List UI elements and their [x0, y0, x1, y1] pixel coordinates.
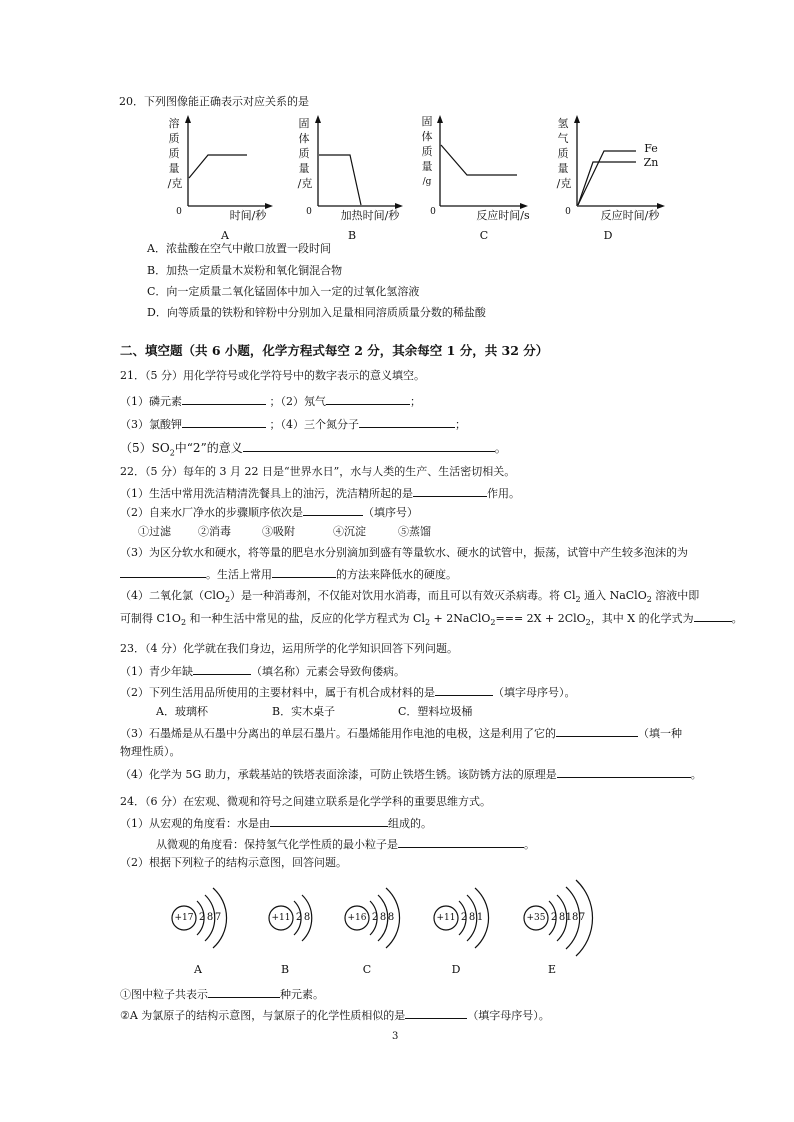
q22-line-2: （2）自来水厂净水的步骤顺序依次是 （填序号）: [120, 506, 418, 519]
q20-option-c: C．向一定质量二氧化锰固体中加入一定的过氧化氢溶液: [147, 285, 420, 298]
atom-d-shell-3: 1: [476, 912, 484, 923]
page-number: 3: [392, 1031, 399, 1042]
answer-blank-similar-chlorine[interactable]: [405, 1007, 467, 1019]
graph-c-ylabel-1: 固: [421, 115, 433, 128]
q22-line-5: （4）二氧化氯（ClO$_2$）是一种消毒剂，不仅能对饮用水消毒，而且可以有效灭杀病毒。将 $Cl_2$ 通入 NaClO$_2$ 溶液中即: [120, 589, 700, 605]
q24-sub-2: ②A 为氯原子的结构示意图，与氯原子的化学性质相似的是 （填字母序号）。: [120, 1009, 550, 1022]
q24-line-3: （2）根据下列粒子的结构示意图，回答问题。: [120, 856, 347, 869]
graph-b-ylabel-4: 量: [298, 162, 310, 175]
graph-a-letter: A: [221, 229, 229, 242]
q22-line-4: 。生活上常用 的方法来降低水的硬度。: [120, 566, 457, 582]
q21-label-1: （1）磷元素: [120, 395, 182, 408]
q22-step-3: ③吸附: [262, 525, 295, 538]
atom-structure-diagrams: [0, 860, 794, 980]
graph-a-ylabel-2: 质: [168, 132, 180, 145]
graph-c-axes: [437, 115, 528, 209]
answer-blank-phosphorus[interactable]: [182, 393, 266, 405]
graph-a-ylabel-4: 量: [168, 162, 180, 175]
atom-c-shell-2: 8: [379, 912, 387, 923]
answer-blank-rust-principle[interactable]: [557, 766, 691, 778]
q21-title: 21．（5 分）用化学符号或化学符号中的数字表示的意义填空。: [120, 369, 425, 382]
answer-blank-soft-water[interactable]: [120, 566, 206, 578]
q23-title: 23．（4 分）化学就在我们身边，运用所学的化学知识回答下列问题。: [120, 642, 458, 655]
answer-blank-graphene[interactable]: [556, 725, 638, 737]
graph-c-letter: C: [479, 229, 489, 242]
answer-blank-synthetic[interactable]: [435, 684, 493, 696]
q22-step-4: ④沉淀: [333, 525, 366, 538]
answer-blank-purify-order[interactable]: [303, 504, 363, 516]
atom-a-shell-3: 7: [214, 912, 222, 923]
graph-b-ylabel-3: 质: [298, 147, 310, 160]
graph-a-ylabel-3: 质: [168, 147, 180, 160]
graph-b-ylabel-5: /克: [297, 177, 313, 190]
graph-d-fe-label: Fe: [644, 142, 658, 155]
answer-blank-element-count[interactable]: [208, 986, 280, 998]
q22-step-5: ⑤蒸馏: [398, 525, 431, 538]
graph-d-xlabel: 反应时间/秒: [600, 209, 660, 222]
graph-c-origin: 0: [430, 207, 436, 217]
atom-c-shell-1: 2: [371, 912, 379, 923]
graph-d-zn-label: Zn: [643, 156, 659, 169]
q23-line-2: （2）下列生活用品所使用的主要材料中，属于有机合成材料的是 （填字母序号）。: [120, 686, 576, 699]
answer-blank-water-composition[interactable]: [270, 815, 388, 827]
atom-b-shell-1: 2: [295, 912, 303, 923]
atom-a-shell-2: 8: [206, 912, 214, 923]
answer-blank-hydrogen-particle[interactable]: [398, 836, 524, 848]
graph-d-ylabel-4: 量: [557, 162, 569, 175]
q22-line-3: （3）为区分软水和硬水，将等量的肥皂水分别滴加到盛有等量软水、硬水的试管中，振荡，试管中产生较多泡沫的为: [120, 546, 688, 559]
atom-d-shell-2: 8: [468, 912, 476, 923]
q21-line-3: $(5)SO_2$中“2”的意义 。: [120, 441, 507, 458]
q22-title: 22．（5 分）每年的 3 月 22 日是“世界水日”，水与人类的生产、生活密切相关。: [120, 465, 516, 478]
section-2-title: 二、填空题（共 6 小题，化学方程式每空 2 分，其余每空 1 分，共 32 分）: [120, 343, 549, 358]
q21-label-3: （3）氯酸钾: [120, 418, 182, 431]
q23-line-1: （1）青少年缺 （填名称）元素会导致佝偻病。: [120, 665, 405, 678]
graph-b-letter: B: [347, 229, 357, 242]
atom-e-shell-3: 18: [565, 912, 579, 923]
q20-option-a: A．浓盐酸在空气中敞口放置一段时间: [147, 242, 331, 255]
atom-c-shell-3: 8: [387, 912, 395, 923]
graph-a-ylabel-5: /克: [167, 177, 183, 190]
q24-line-1: （1）从宏观的角度看：水是由 组成的。: [120, 817, 432, 830]
answer-blank-kclo3[interactable]: [182, 416, 266, 428]
atom-b-shell-2: 8: [303, 912, 311, 923]
atom-b-nucleus: +11: [271, 913, 291, 923]
atom-b-letter: B: [280, 963, 290, 976]
atom-c-nucleus: +16: [347, 913, 367, 923]
q23-line-3: （3）石墨烯是从石墨中分离出的单层石墨片。石墨烯能用作电池的电极，这是利用了它的 （填一种: [120, 727, 682, 740]
graph-a-xlabel: 时间/秒: [229, 209, 267, 222]
graph-c-ylabel-3: 质: [421, 145, 433, 158]
graph-b-axes: [315, 115, 403, 209]
q23-choice-c: C．塑料垃圾桶: [398, 705, 473, 718]
atom-c-letter: C: [362, 963, 372, 976]
q21-line-2: （3）氯酸钾 ；（4）三个氮分子 ；: [120, 418, 466, 431]
q23-choice-a: A．玻璃杯: [156, 705, 208, 718]
graph-b-ylabel-2: 体: [298, 132, 310, 145]
q20-option-b: B．加热一定质量木炭粉和氧化铜混合物: [147, 264, 343, 277]
graph-a-axes: [185, 115, 273, 209]
q22-step-2: ②消毒: [198, 525, 231, 538]
atom-a-letter: A: [194, 963, 202, 976]
graph-d-origin: 0: [565, 207, 571, 217]
answer-blank-x-formula[interactable]: [694, 610, 732, 622]
q23-line-5: （4）化学为 5G 助力，承载基站的铁塔表面涂漆，可防止铁塔生锈。该防锈方法的原理是 。: [120, 768, 702, 781]
graph-d-ylabel-5: /克: [556, 177, 572, 190]
graph-c-ylabel-2: 体: [421, 130, 433, 143]
q22-step-1: ①过滤: [138, 525, 171, 538]
graph-c-ylabel-4: 量: [421, 160, 433, 173]
atom-e-letter: E: [547, 963, 557, 976]
q20-option-d: D．向等质量的铁粉和锌粉中分别加入足量相同溶质质量分数的稀盐酸: [147, 306, 486, 319]
atom-e-nucleus: +35: [526, 913, 546, 923]
atom-e-shell-4: 7: [578, 912, 586, 923]
answer-blank-so2-meaning[interactable]: [243, 440, 495, 452]
atom-e-shell-1: 2: [550, 912, 558, 923]
q21-label-2: ；（2）氖气: [269, 395, 326, 408]
q23-line-4: 物理性质）。: [120, 745, 181, 758]
graph-b-ylabel-1: 固: [298, 117, 310, 130]
graph-d-ylabel-2: 气: [557, 132, 569, 145]
answer-blank-neon[interactable]: [326, 393, 410, 405]
q22-line-6: 可制得 $C1O_2$ 和一种生活中常见的盐，反应的化学方程式为 $Cl_2$ + 2NaClO$_2$=== 2X + 2ClO$_2$，其中 X 的化学式为 。: [120, 612, 743, 628]
graph-a-ylabel-1: 溶: [168, 117, 180, 130]
graph-d-letter: D: [603, 229, 613, 242]
q23-choice-b: B．实木桌子: [272, 705, 336, 718]
answer-blank-element[interactable]: [193, 663, 251, 675]
atom-e-shell-2: 8: [558, 912, 566, 923]
atom-d-nucleus: +11: [436, 913, 456, 923]
graph-c-ylabel-5: /g: [422, 177, 432, 187]
q21-label-4: ；（4）三个氮分子: [269, 418, 359, 431]
graph-c-xlabel: 反应时间/s: [476, 209, 530, 222]
q24-sub-1: ①图中粒子共表示 种元素。: [120, 988, 324, 1001]
graph-d-ylabel-1: 氢: [557, 117, 569, 130]
answer-blank-hardness[interactable]: [272, 566, 336, 578]
atom-a-shell-1: 2: [198, 912, 206, 923]
graph-a-origin: 0: [176, 207, 182, 217]
q22-line-1: （1）生活中常用洗洁精清洗餐具上的油污，洗洁精所起的是 作用。: [120, 487, 520, 500]
atom-d-shell-1: 2: [460, 912, 468, 923]
graph-b-origin: 0: [306, 207, 312, 217]
graph-b-xlabel: 加热时间/秒: [340, 209, 400, 222]
q24-title: 24．（6 分）在宏观、微观和符号之间建立联系是化学学科的重要思维方式。: [120, 795, 491, 808]
answer-blank-detergent[interactable]: [413, 485, 487, 497]
q20-title: 20．下列图像能正确表示对应关系的是: [119, 95, 309, 108]
graph-d-ylabel-3: 质: [557, 147, 569, 160]
atom-a-nucleus: +17: [174, 913, 194, 923]
q21-line-1: （1）磷元素 ；（2）氖气 ；: [120, 395, 421, 408]
q24-line-2: 从微观的角度看：保持氢气化学性质的最小粒子是 。: [156, 838, 535, 851]
answer-blank-nitrogen[interactable]: [359, 416, 455, 428]
atom-d-letter: D: [451, 963, 461, 976]
